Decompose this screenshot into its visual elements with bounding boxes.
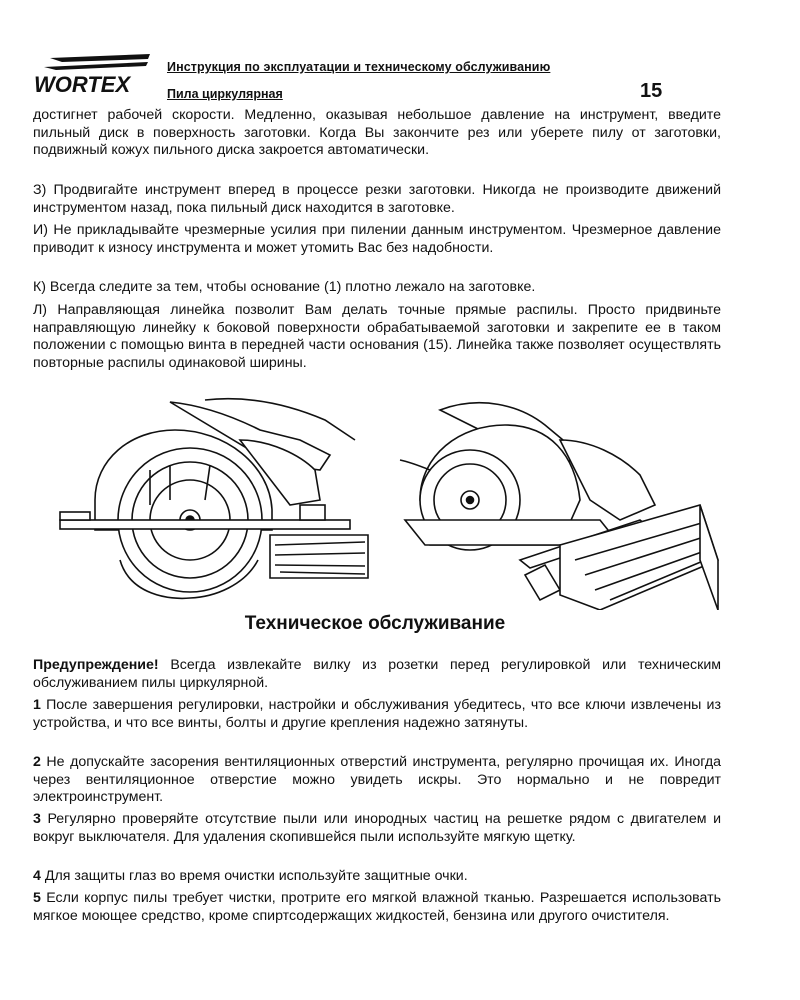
warning-text: Всегда извлекайте вилку из розетки перед регулировкой или техническим обслуживанием пилы циркулярной. xyxy=(33,657,721,691)
paragraph-continuation: достигнет рабочей скорости. Медленно, оказывая небольшое давление на инструмент, введите пильный диск в поверхность заготовки. Когда Вы закончите рез или уберете пилу от заготовки, подвижный кожух пильного диска закроется автоматически. xyxy=(33,107,721,159)
item-number: 3 xyxy=(33,811,41,827)
item-number: 2 xyxy=(33,754,41,770)
item-number: 1 xyxy=(33,697,41,713)
item-text: Не допускайте засорения вентиляционных отверстий инструмента, регулярно прочищая их. Иногда через вентиляционное отверстие можно увидеть искры. Это нормально и не повредит электроинструмент. xyxy=(33,754,721,806)
document-subtitle: Пила циркулярная xyxy=(167,87,283,101)
section-title: Техническое обслуживание xyxy=(244,613,506,634)
item-text: Если корпус пилы требует чистки, протрите его мягкой влажной тканью. Разрешается использовать мягкое моющее средство, кроме спиртсодержащих жидкостей, бензина или другого очистителя. xyxy=(33,890,721,924)
document-title: Инструкция по эксплуатации и техническому обслуживанию xyxy=(167,60,551,74)
page-number: 15 xyxy=(640,80,663,102)
maintenance-item xyxy=(33,890,721,925)
warning-paragraph xyxy=(33,657,721,692)
saw-illustrations xyxy=(0,395,800,610)
right-saw-illustration xyxy=(400,403,718,610)
item-text: Регулярно проверяйте отсутствие пыли или инородных частиц на решетке рядом с двигателем и вокруг выключателя. Для удаления скопившейся пыли используйте мягкую щетку. xyxy=(33,811,721,845)
item-text: После завершения регулировки, настройки и обслуживания убедитесь, что все ключи извлечены из устройства, и что все винты, болты и другие крепления надежно затянуты. xyxy=(33,697,721,731)
maintenance-item xyxy=(33,811,721,846)
paragraph-l: Л) Направляющая линейка позволит Вам делать точные прямые распилы. Просто придвиньте направляющую линейку к боковой поверхности обрабатываемой заготовки и закрепите ее в таком положении с помощью винта в передней части основания (15). Линейка также позволяет осуществлять повторные распилы одинаковой ширины. xyxy=(33,302,721,371)
brand-text: WORTEX xyxy=(34,72,131,97)
wortex-logo xyxy=(32,52,154,98)
warning-label: Предупреждение! xyxy=(33,657,159,673)
item-text: Для защиты глаз во время очистки используйте защитные очки. xyxy=(40,868,468,884)
maintenance-item xyxy=(33,868,721,886)
paragraph-k: К) Всегда следите за тем, чтобы основание (1) плотно лежало на заготовке. xyxy=(33,279,536,295)
maintenance-item xyxy=(33,754,721,807)
maintenance-item xyxy=(33,697,721,732)
item-number: 5 xyxy=(33,890,41,906)
item-number: 4 xyxy=(33,868,41,884)
left-saw-illustration xyxy=(60,399,368,599)
paragraph-z: З) Продвигайте инструмент вперед в процессе резки заготовки. Никогда не производите движений инструментом назад, пока пильный диск находится в заготовке. xyxy=(33,182,721,216)
paragraph-i: И) Не прикладывайте чрезмерные усилия при пилении данным инструментом. Чрезмерное давление приводит к износу инструмента и может утомить Вас без надобности. xyxy=(33,222,721,256)
